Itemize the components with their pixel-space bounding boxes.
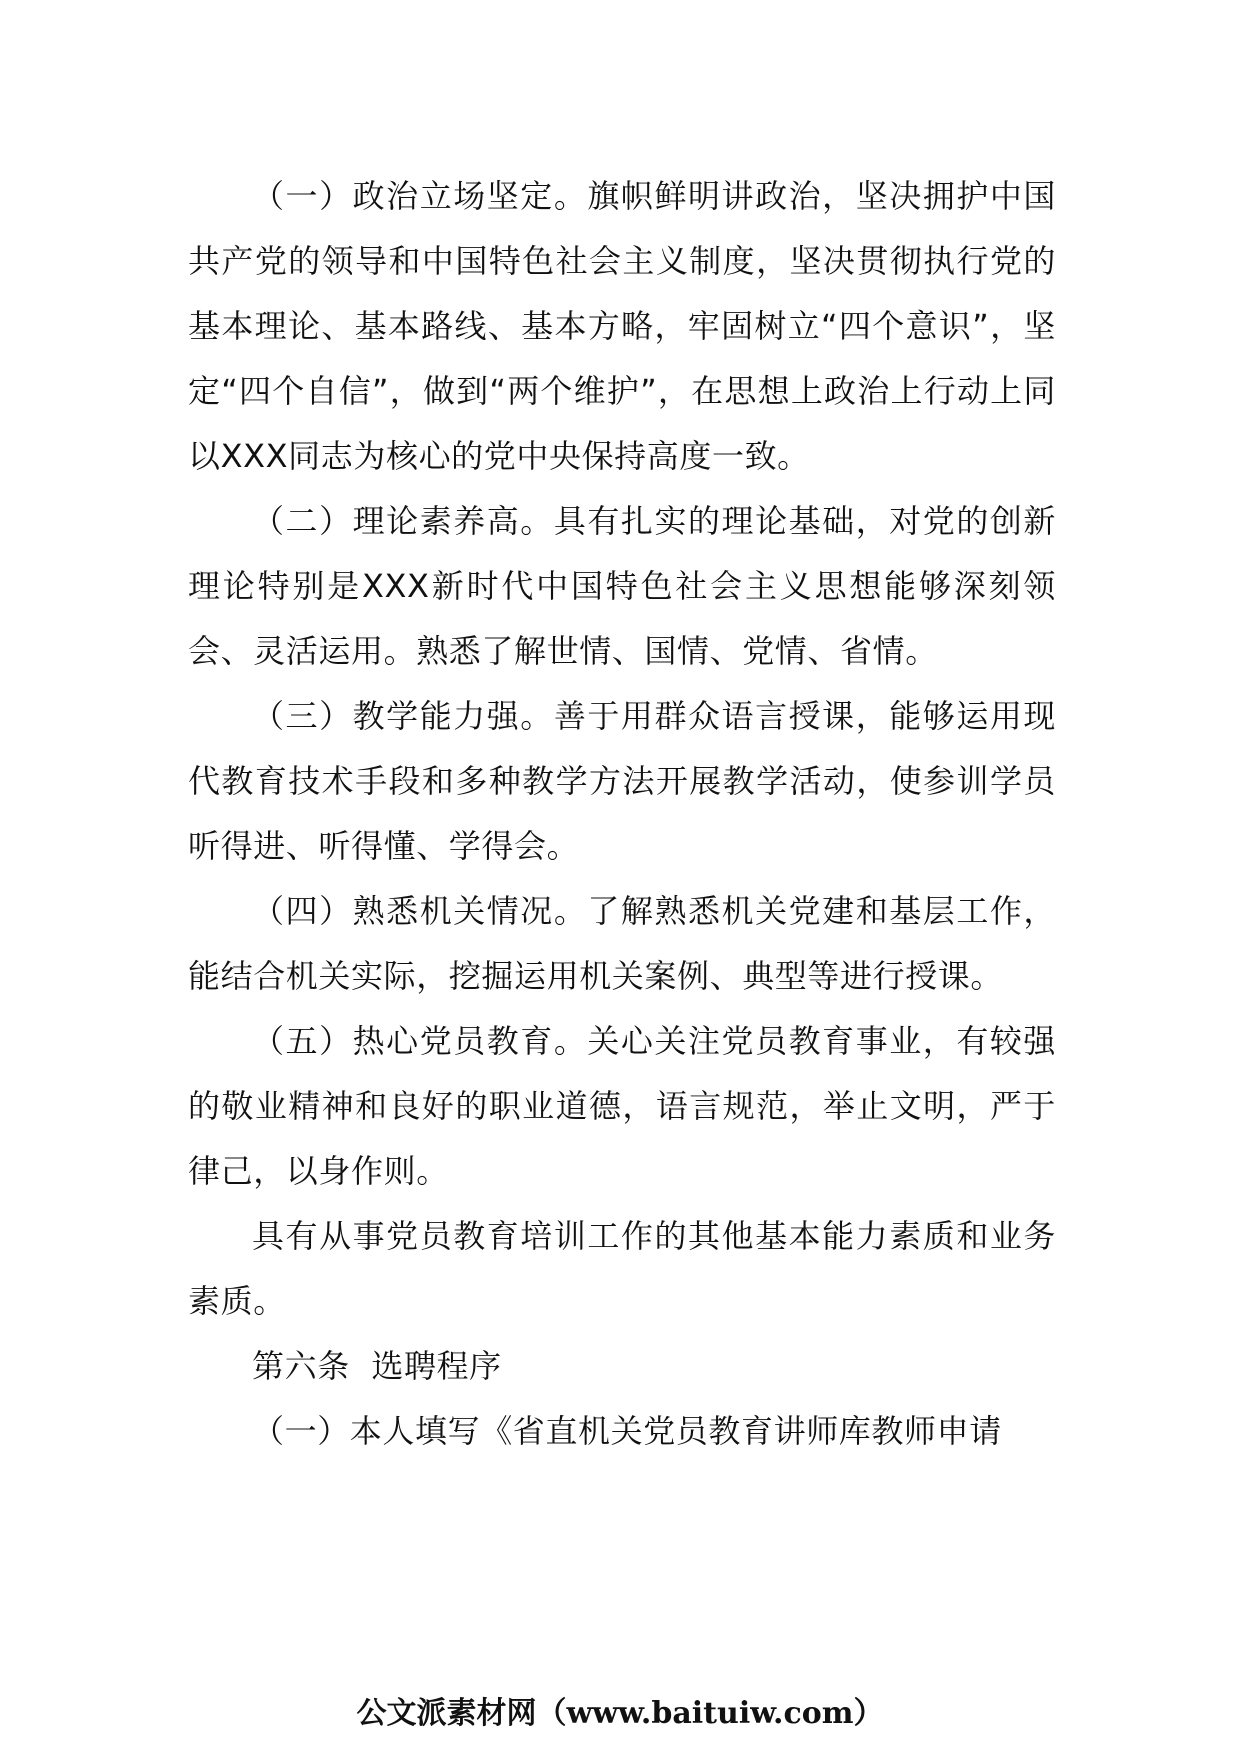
paragraph-procedure-step-1: （一）本人填写《省直机关党员教育讲师库教师申请 bbox=[252, 1412, 1002, 1450]
paragraph-political-stance: （一）政治立场坚定。旗帜鲜明讲政治，坚决拥护中国共产党的领导和中国特色社会主义制度，坚决贯彻执行党的基本理论、基本路线、基本方略，牢固树立“四个意识”，坚定“四个自信”，做到“两个维护”，在思想上政治上行动上同以XXX同志为核心的党中央保持高度一致。 bbox=[188, 177, 1056, 475]
document-body bbox=[188, 164, 1056, 1464]
paragraph-party-education: （五）热心党员教育。关心关注党员教育事业，有较强的敬业精神和良好的职业道德，语言规范，举止文明，严于律己，以身作则。 bbox=[188, 1022, 1056, 1190]
paragraph-theory: （二）理论素养高。具有扎实的理论基础，对党的创新理论特别是XXX新时代中国特色社会主义思想能够深刻领会、灵活运用。熟悉了解世情、国情、党情、省情。 bbox=[188, 502, 1056, 670]
paragraph-other-qualities: 具有从事党员教育培训工作的其他基本能力素质和业务素质。 bbox=[188, 1217, 1056, 1320]
article-heading: 第六条 选聘程序 bbox=[252, 1347, 502, 1385]
paragraph-teaching: （三）教学能力强。善于用群众语言授课，能够运用现代教育技术手段和多种教学方法开展教学活动，使参训学员听得进、听得懂、学得会。 bbox=[188, 697, 1056, 865]
footer-watermark: 公文派素材网（www.baituiw.com） bbox=[356, 1696, 884, 1731]
paragraph-organ-familiarity: （四）熟悉机关情况。了解熟悉机关党建和基层工作，能结合机关实际，挖掘运用机关案例、典型等进行授课。 bbox=[188, 892, 1056, 995]
